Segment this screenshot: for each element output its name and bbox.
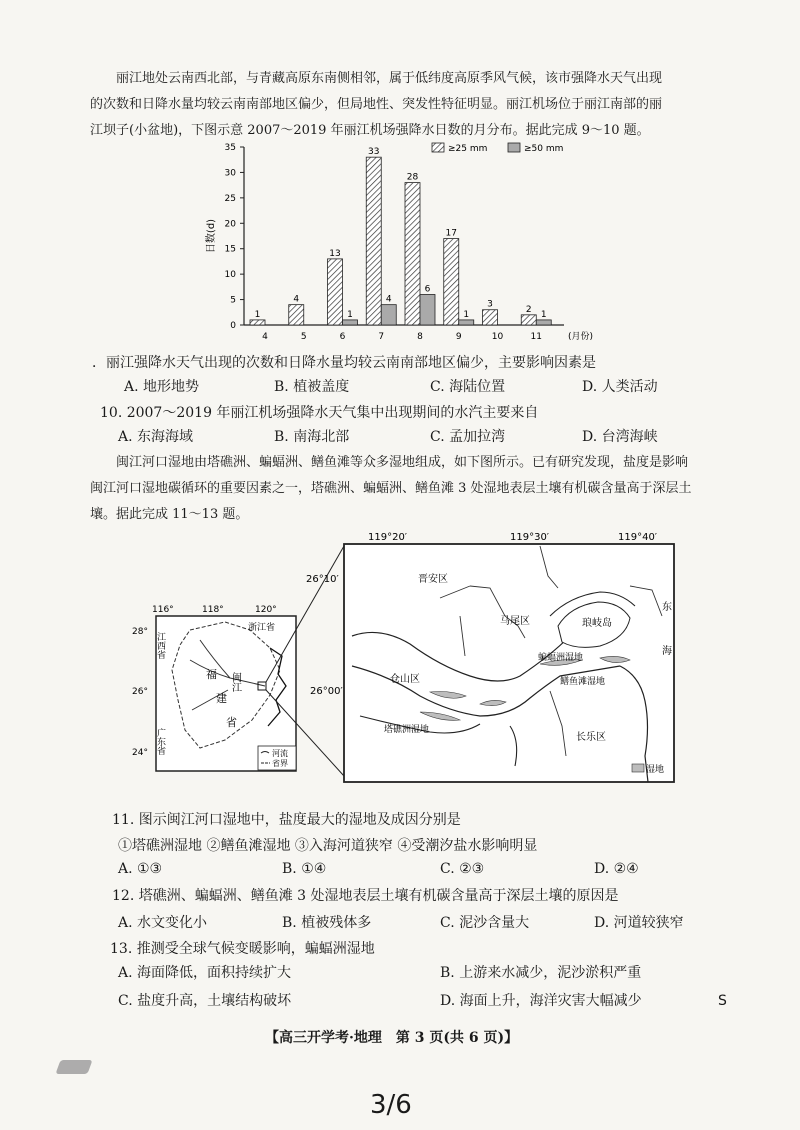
legend-swatch-25 [432, 143, 444, 152]
wetland-line: 闽江河口湿地碳循环的重要因素之一，塔礁洲、蝙蝠洲、鳝鱼滩 3 处湿地表层土壤有机碳含量高于深层土 [90, 481, 692, 496]
bar-label: 6 [424, 284, 431, 295]
x-tick-label: 9 [455, 332, 462, 342]
q11-option-c[interactable]: C. ②③ [440, 861, 485, 877]
province-label: 广东省 [155, 728, 165, 755]
intro-line: 的次数和日降水量均较云南南部地区偏少，但局地性、突发性特征明显。丽江机场位于丽江南部的丽 [90, 97, 663, 112]
x-tick-label: 8 [417, 332, 423, 342]
province-label: 省 [226, 716, 237, 729]
y-tick-label: 25 [224, 193, 236, 204]
bar-50mm [420, 294, 435, 325]
q13-option-a[interactable]: A. 海面降低，面积持续扩大 [118, 965, 292, 981]
y-tick-label: 15 [224, 244, 236, 255]
q9-option-c[interactable]: C. 海陆位置 [430, 379, 506, 395]
legend-label-50: ≥50 mm [524, 144, 564, 154]
wetland-label: 蝙蝠洲湿地 [538, 653, 584, 663]
lon-label: 119°30′ [510, 532, 550, 543]
x-tick-label: 10 [491, 332, 504, 342]
legend-river: 河流 [272, 749, 288, 758]
bar-label: 1 [463, 309, 470, 320]
q12-option-c[interactable]: C. 泥沙含量大 [440, 915, 530, 931]
bar-50mm [343, 320, 358, 325]
bar-25mm [483, 310, 498, 325]
place-label: 仓山区 [390, 674, 420, 685]
bar-25mm [405, 183, 420, 325]
wetland-line: 闽江河口湿地由塔礁洲、蝙蝠洲、鳝鱼滩等众多湿地组成，如下图所示。已有研究发现，盐度是影响 [116, 455, 689, 470]
y-tick-label: 10 [224, 270, 236, 281]
lon-label: 120° [255, 605, 277, 615]
province-label: 建 [216, 692, 227, 705]
bar-label: 13 [329, 248, 341, 259]
q10-option-d[interactable]: D. 台湾海峡 [582, 429, 658, 445]
place-label: 晋安区 [418, 574, 448, 585]
wetland-paragraph [90, 450, 730, 528]
q9-option-d[interactable]: D. 人类活动 [582, 379, 658, 395]
lat-label: 28° [132, 627, 148, 637]
bar-label: 28 [406, 172, 419, 183]
question-12-stem: 12. 塔礁洲、蝙蝠洲、鳝鱼滩 3 处湿地表层土壤有机碳含量高于深层土壤的原因是 [112, 888, 619, 904]
x-tick-label: 4 [262, 332, 268, 342]
lat-label: 26° [132, 687, 148, 697]
place-label: 琅岐岛 [582, 618, 612, 629]
question-9-stem: ．丽江强降水天气出现的次数和日降水量均较云南南部地区偏少，主要影响因素是 [92, 355, 596, 371]
bar-label: 1 [347, 309, 353, 320]
question-11-statements: ①塔礁洲湿地 ②鳝鱼滩湿地 ③入海河道狭窄 ④受潮汐盐水影响明显 [118, 838, 538, 854]
bar-25mm [521, 315, 536, 325]
y-tick-label: 35 [224, 143, 236, 153]
province-label: 浙江省 [248, 623, 276, 633]
q10-option-c[interactable]: C. 孟加拉湾 [430, 429, 506, 445]
place-label: 马尾区 [500, 616, 530, 627]
rainfall-bar-chart [200, 135, 640, 355]
place-label: 东 [662, 602, 672, 613]
bar-label: 4 [293, 294, 300, 305]
bar-25mm [366, 157, 381, 325]
q9-option-a[interactable]: A. 地形地势 [124, 379, 200, 395]
y-tick-label: 5 [230, 295, 236, 306]
y-axis-label: 日数(d) [206, 218, 217, 254]
question-13-stem: 13. 推测受全球气候变暖影响，蝙蝠洲湿地 [110, 941, 375, 957]
bar-25mm [328, 259, 343, 325]
bar-label: 3 [487, 299, 493, 310]
intro-line: 江坝子(小盆地)，下图示意 2007～2019 年丽江机场强降水日数的月分布。据此完成 9～10 题。 [90, 123, 650, 138]
q11-option-b[interactable]: B. ①④ [282, 861, 327, 877]
page-number: 3/6 [370, 1090, 412, 1120]
bar-label: 33 [368, 147, 380, 158]
question-10-stem: 10. 2007～2019 年丽江机场强降水天气集中出现期间的水汽主要来自 [100, 405, 539, 421]
q10-option-b[interactable]: B. 南海北部 [274, 429, 350, 445]
bar-25mm [444, 239, 459, 325]
bar-label: 1 [540, 309, 547, 320]
lon-label: 119°20′ [368, 532, 408, 543]
x-tick-label: 6 [339, 332, 346, 342]
lat-label: 26°10′ [306, 574, 339, 585]
y-tick-label: 30 [224, 168, 236, 179]
lon-label: 118° [202, 605, 224, 615]
minjiang-estuary-map [300, 526, 680, 786]
bar-25mm [289, 305, 304, 325]
lon-label: 119°40′ [618, 532, 658, 543]
x-axis-label: (月份) [568, 332, 594, 342]
bar-50mm [536, 320, 551, 325]
q13-option-d[interactable]: D. 海面上升，海洋灾害大幅减少 [440, 993, 642, 1009]
wetland-legend: 湿地 [646, 765, 665, 775]
bar-50mm [381, 305, 396, 325]
scan-smudge [55, 1060, 92, 1074]
q12-option-b[interactable]: B. 植被残体多 [282, 915, 372, 931]
intro-paragraph [90, 66, 730, 144]
river-label: 闽江 [229, 672, 241, 692]
wetland-label: 塔礁洲湿地 [384, 725, 430, 735]
place-label: 海 [662, 646, 672, 657]
q13-option-b[interactable]: B. 上游来水减少，泥沙淤积严重 [440, 965, 642, 981]
lat-label: 24° [132, 748, 148, 758]
wetland-line: 壤。据此完成 11～13 题。 [90, 507, 249, 522]
province-label: 江西省 [155, 632, 165, 659]
place-label: 长乐区 [576, 732, 606, 743]
q11-option-a[interactable]: A. ①③ [118, 861, 163, 877]
y-tick-label: 0 [230, 321, 236, 331]
bar-label: 1 [254, 309, 261, 320]
lat-label: 26°00′ [310, 686, 343, 697]
page-footer: 【高三开学考·地理 第 3 页(共 6 页)】 [265, 1030, 519, 1046]
bar-50mm [459, 320, 474, 325]
x-tick-label: 7 [378, 332, 385, 342]
province-label: 福 [206, 668, 217, 681]
bar-label: 17 [445, 228, 457, 239]
bar-25mm [250, 320, 265, 325]
q12-option-d[interactable]: D. 河道较狭窄 [594, 915, 684, 931]
legend-swatch-50 [508, 143, 520, 152]
legend-label-25: ≥25 mm [448, 144, 488, 154]
lon-label: 116° [152, 605, 174, 615]
x-tick-label: 5 [300, 332, 307, 342]
wetland-label: 鳝鱼滩湿地 [560, 677, 606, 687]
corner-mark: S [718, 993, 727, 1009]
intro-line: 丽江地处云南西北部，与青藏高原东南侧相邻，属于低纬度高原季风气候，该市强降水天气出现 [116, 71, 663, 86]
q10-option-a[interactable]: A. 东海海域 [118, 429, 194, 445]
bar-label: 4 [385, 294, 392, 305]
y-tick-label: 20 [224, 219, 236, 230]
question-11-stem: 11. 图示闽江河口湿地中，盐度最大的湿地及成因分别是 [112, 812, 461, 828]
x-tick-label: 11 [530, 332, 542, 342]
bar-label: 2 [525, 304, 532, 315]
q12-option-a[interactable]: A. 水文变化小 [118, 915, 208, 931]
q11-option-d[interactable]: D. ②④ [594, 861, 639, 877]
q13-option-c[interactable]: C. 盐度升高，土壤结构破坏 [118, 993, 292, 1009]
legend-border: 省界 [272, 759, 288, 768]
q9-option-b[interactable]: B. 植被盖度 [274, 379, 350, 395]
